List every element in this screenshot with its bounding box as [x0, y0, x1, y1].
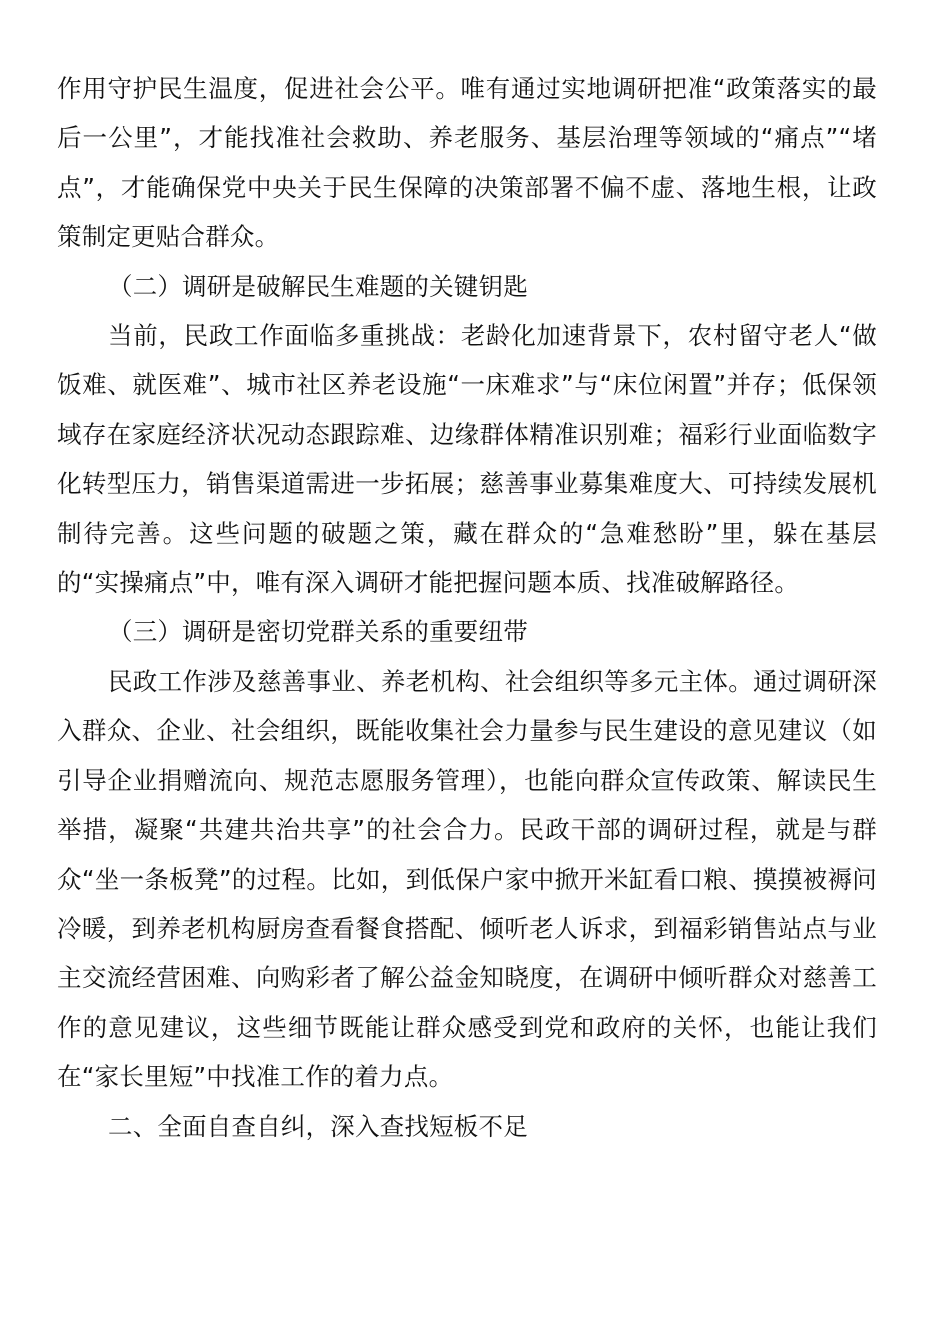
body-paragraph-2: 当前，民政工作面临多重挑战：老龄化加速背景下，农村留守老人“做饭难、就医难”、城市社区养老设施“一床难求”与“床位闲置”并存；低保领域存在家庭经济状况动态跟踪难、边缘群体精准识别难；福彩行业面临数字化转型压力，销售渠道需进一步拓展；慈善事业募集难度大、可持续发展机制待完善。这些问题的破题之策，藏在群众的“急难愁盼”里，躲在基层的“实操痛点”中，唯有深入调研才能把握问题本质、找准破解路径。 — [57, 321, 877, 598]
section-heading-3: （三）调研是密切党群关系的重要纽带 — [108, 617, 528, 647]
section-heading-2: （二）调研是破解民生难题的关键钥匙 — [108, 271, 528, 301]
body-paragraph-3: 民政工作涉及慈善事业、养老机构、社会组织等多元主体。通过调研深入群众、企业、社会组织，既能收集社会力量参与民生建设的意见建议（如引导企业捐赠流向、规范志愿服务管理），也能向群众宣传政策、解读民生举措，凝聚“共建共治共享”的社会合力。民政干部的调研过程，就是与群众“坐一条板凳”的过程。比如，到低保户家中掀开米缸看口粮、摸摸被褥问冷暖，到养老机构厨房查看餐食搭配、倾听老人诉求，到福彩销售站点与业主交流经营困难、向购彩者了解公益金知晓度，在调研中倾听群众对慈善工作的意见建议，这些细节既能让群众感受到党和政府的关怀，也能让我们在“家长里短”中找准工作的着力点。 — [57, 666, 877, 1092]
document-page — [57, 64, 877, 1151]
body-paragraph-1: 作用守护民生温度，促进社会公平。唯有通过实地调研把准“政策落实的最后一公里”，才能找准社会救助、养老服务、基层治理等领域的“痛点”“堵点”，才能确保党中央关于民生保障的决策部署不偏不虚、落地生根，让政策制定更贴合群众。 — [57, 74, 877, 252]
chapter-heading-2: 二、全面自查自纠，深入查找短板不足 — [108, 1111, 528, 1141]
